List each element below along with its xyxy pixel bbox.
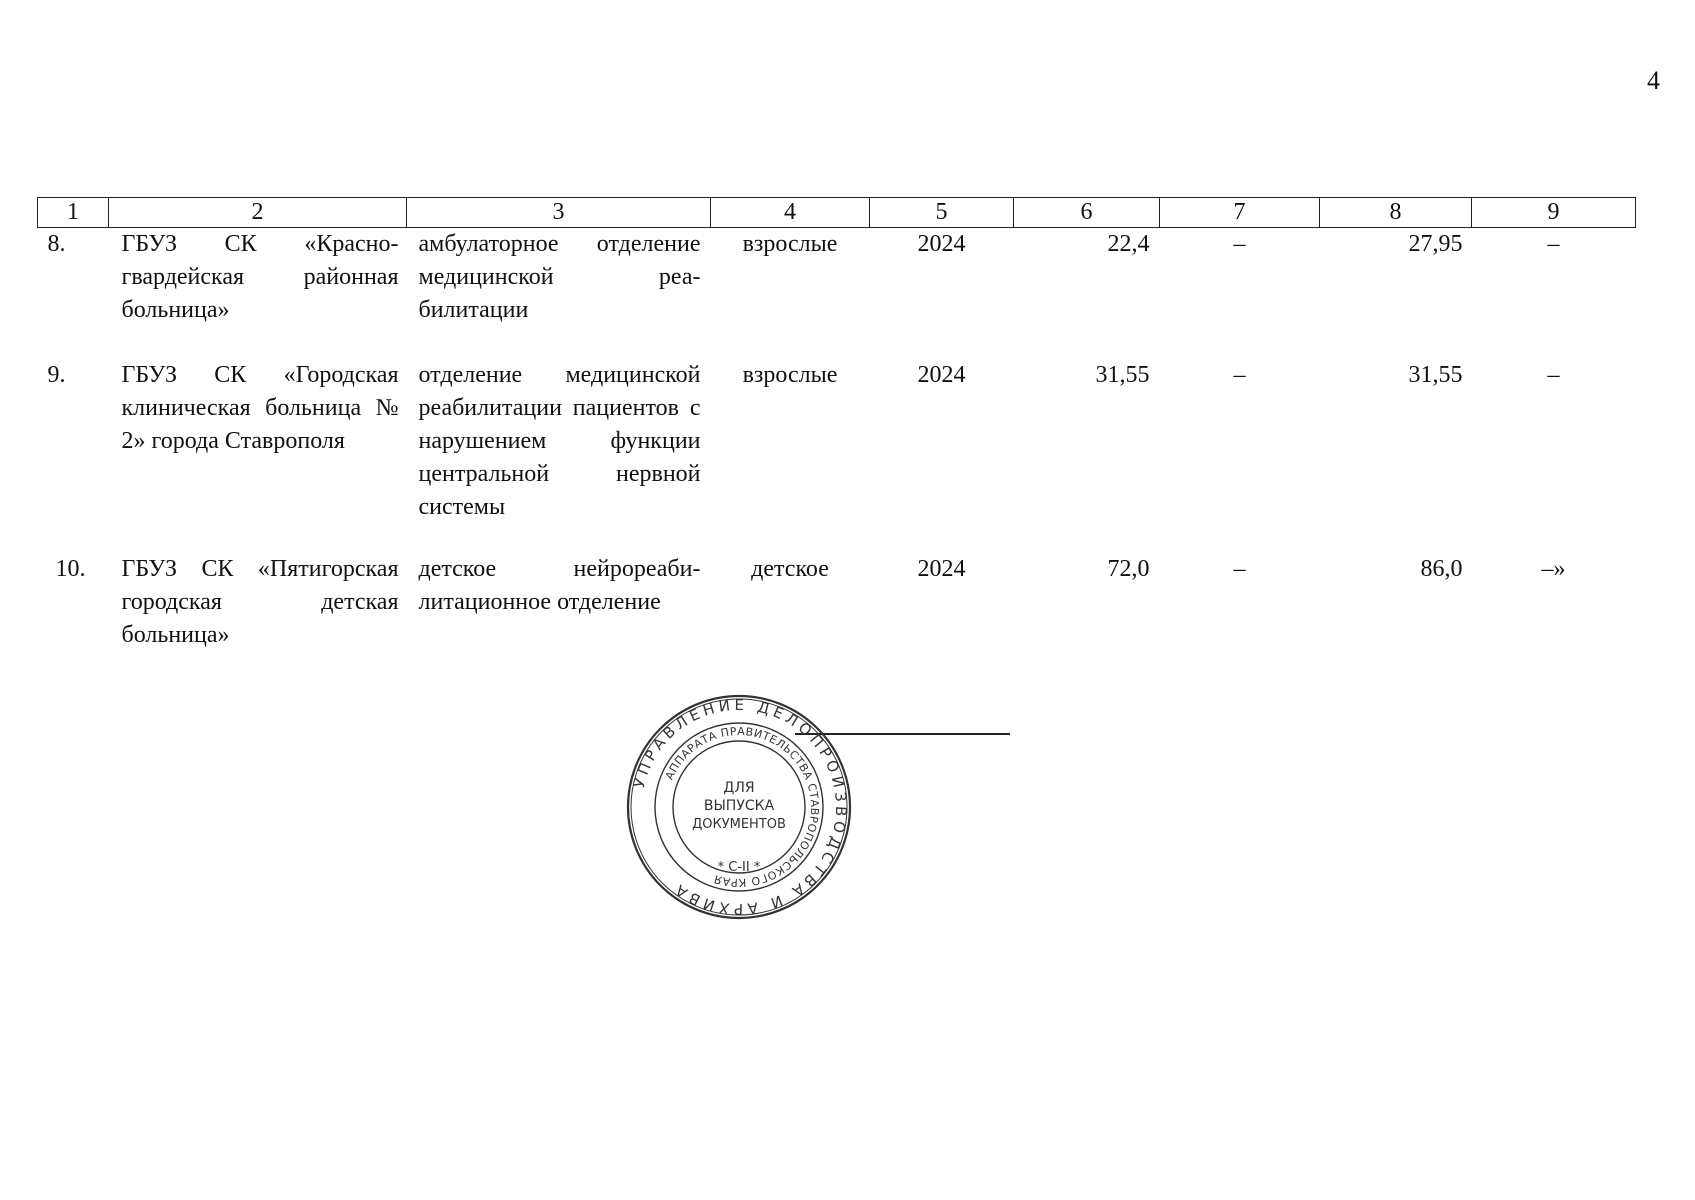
value-col7: –: [1233, 362, 1246, 388]
age-group: взрослые: [742, 231, 838, 257]
value-col9: –: [1547, 231, 1560, 257]
year: 2024: [917, 556, 966, 582]
header-cell-4: 4: [711, 198, 870, 228]
stamp-center-line-1: ДЛЯ: [723, 780, 755, 796]
table-row: [38, 359, 1636, 553]
value-col6: 72,0: [1107, 556, 1150, 582]
year: 2024: [917, 231, 966, 257]
table-row: [38, 553, 1636, 653]
header-cell-7: 7: [1160, 198, 1320, 228]
value-col6: 22,4: [1107, 231, 1150, 257]
value-col8: 86,0: [1420, 556, 1463, 582]
organization-name: ГБУЗ СК «Городская клиническая больница № 2» города Ставрополя: [121, 362, 399, 454]
stamp-center-line-3: ДОКУМЕНТОВ: [692, 817, 786, 832]
header-cell-2: 2: [109, 198, 407, 228]
value-col8: 31,55: [1408, 362, 1463, 388]
header-cell-1: 1: [38, 198, 109, 228]
row-number: 8.: [47, 231, 66, 257]
year: 2024: [917, 362, 966, 388]
value-col8: 27,95: [1408, 231, 1463, 257]
header-cell-8: 8: [1320, 198, 1472, 228]
age-group: взрослые: [742, 362, 838, 388]
age-group: детское: [751, 556, 829, 582]
header-row: [38, 198, 1636, 228]
stamp-outer-text: УПРАВЛЕНИЕ ДЕЛОПРОИЗВОДСТВА И АРХИВА: [629, 695, 851, 919]
stamp-code: * С-II *: [717, 860, 761, 875]
department-name: отделение медицинской реабилитации пациентов с нарушением функции центральной нервной системы: [418, 362, 701, 520]
department-name: детское нейрореабилитационное отделение: [418, 556, 701, 615]
value-col7: –: [1233, 556, 1246, 582]
organization-name: ГБУЗ СК «Красногвардейская районная больница»: [121, 231, 399, 323]
value-col7: –: [1233, 231, 1246, 257]
header-cell-5: 5: [870, 198, 1014, 228]
official-stamp: [626, 694, 852, 920]
table-row: [38, 228, 1636, 360]
row-number: 9.: [47, 362, 66, 388]
header-cell-3: 3: [407, 198, 711, 228]
stamp-inner-arc-text: АППАРАТА ПРАВИТЕЛЬСТВА СТАВРОПОЛЬСКОГО КРАЯ: [662, 724, 822, 890]
value-col6: 31,55: [1095, 362, 1150, 388]
row-number: 10.: [55, 556, 86, 582]
header-cell-9: 9: [1472, 198, 1636, 228]
facilities-table: [37, 197, 1636, 653]
page-number: 4: [1647, 66, 1660, 95]
value-col9: –»: [1541, 556, 1566, 582]
value-col9: –: [1547, 362, 1560, 388]
header-cell-6: 6: [1014, 198, 1160, 228]
organization-name: ГБУЗ СК «Пятигорская городская детская больница»: [121, 556, 399, 648]
department-name: амбулаторное отделение медицинской реабилитации: [418, 231, 701, 323]
stamp-center-line-2: ВЫПУСКА: [703, 798, 775, 814]
